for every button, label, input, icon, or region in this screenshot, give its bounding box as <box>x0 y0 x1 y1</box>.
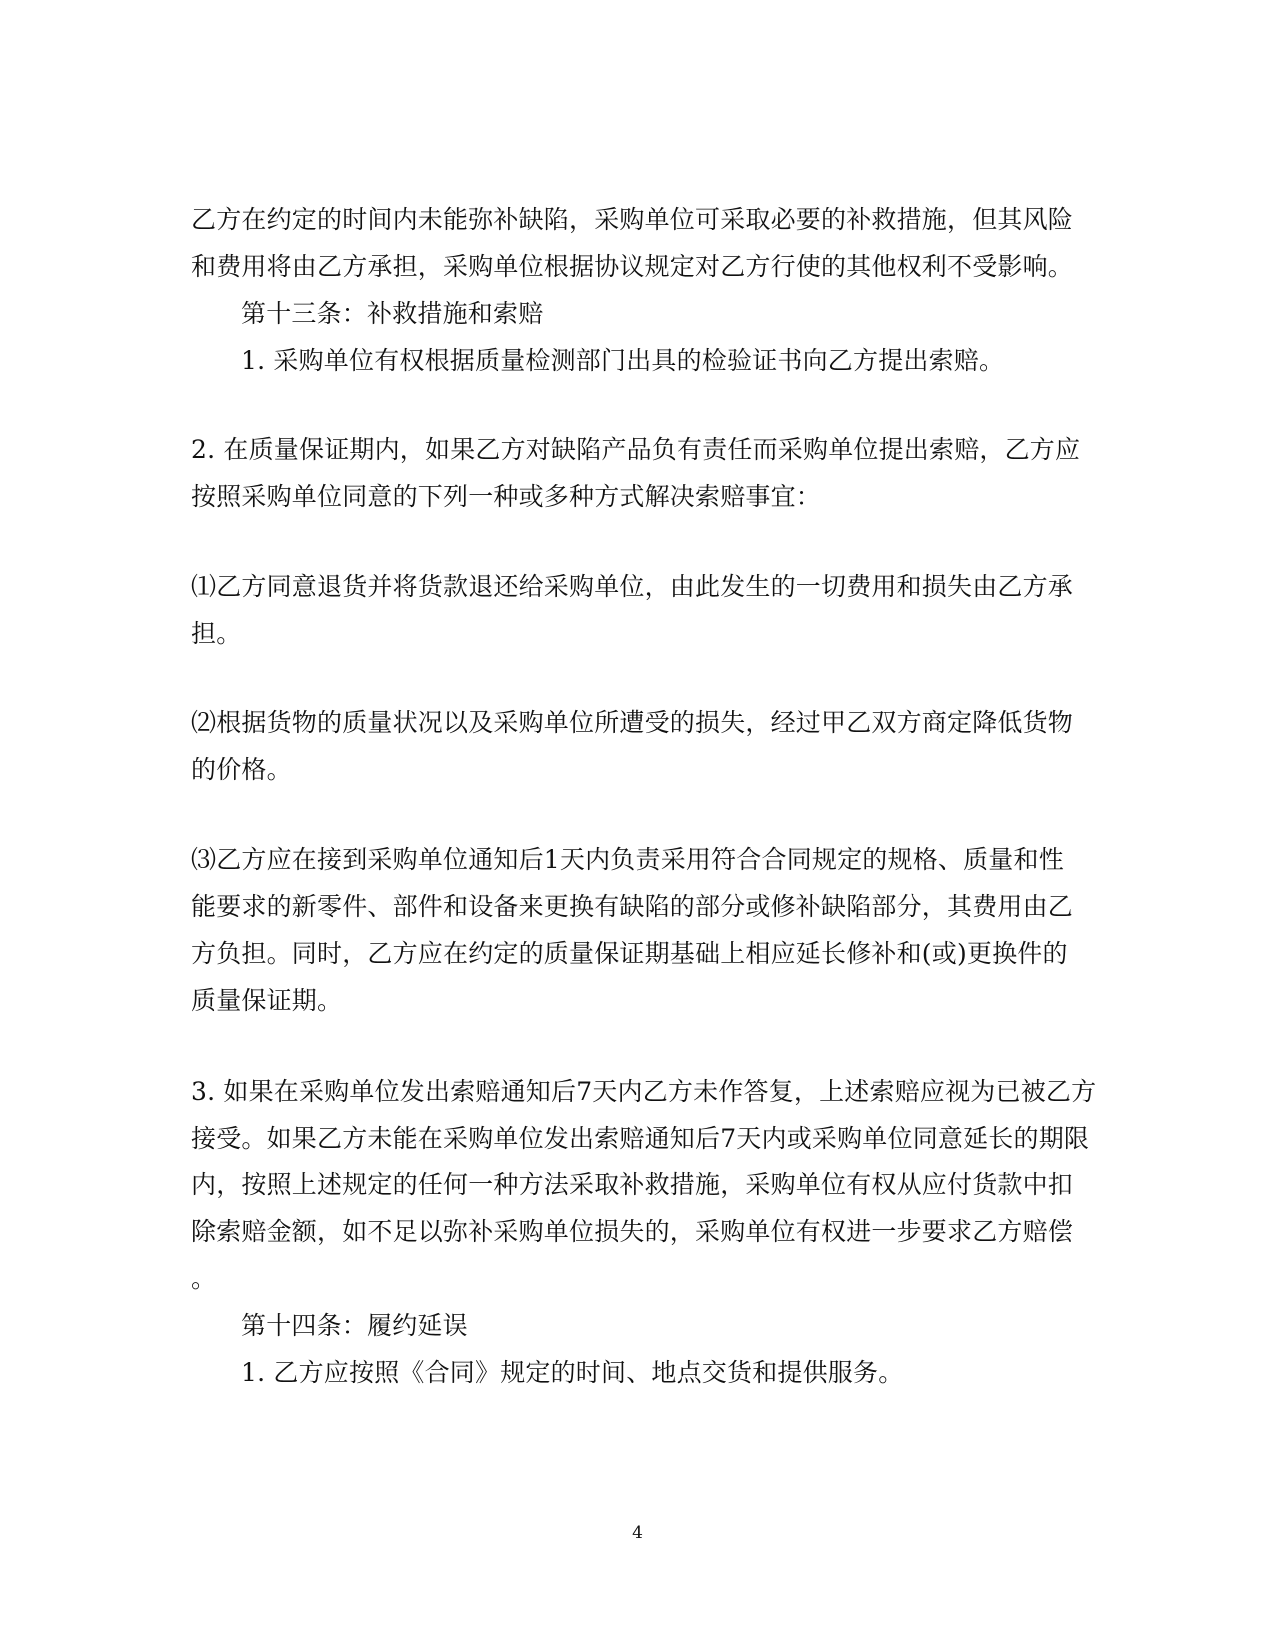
clause-item: 2. 在质量保证期内，如果乙方对缺陷产品负有责任而采购单位提出索赔，乙方应 <box>191 435 1081 464</box>
body-text-line: 按照采购单位同意的下列一种或多种方式解决索赔事宜： <box>191 482 822 511</box>
body-text-line: 的价格。 <box>191 755 292 784</box>
page-number: 4 <box>632 1523 643 1543</box>
body-text-line: 和费用将由乙方承担，采购单位根据协议规定对乙方行使的其他权利不受影响。 <box>191 252 1074 281</box>
body-text-line: 接受。如果乙方未能在采购单位发出索赔通知后7天内或采购单位同意延长的期限 <box>191 1124 1090 1153</box>
body-text-line: 除索赔金额，如不足以弥补采购单位损失的，采购单位有权进一步要求乙方赔偿 <box>191 1217 1074 1246</box>
body-text-line: 质量保证期。 <box>191 986 343 1015</box>
body-text-line: 内，按照上述规定的任何一种方法采取补救措施，采购单位有权从应付货款中扣 <box>191 1170 1074 1199</box>
body-text-line: 担。 <box>191 619 242 648</box>
body-text-line: 能要求的新零件、部件和设备来更换有缺陷的部分或修补缺陷部分，其费用由乙 <box>191 892 1074 921</box>
sub-clause-item: ⑵根据货物的质量状况以及采购单位所遭受的损失，经过甲乙双方商定降低货物 <box>191 708 1074 737</box>
article-heading: 第十四条：履约延误 <box>241 1311 468 1340</box>
body-text-line: 方负担。同时，乙方应在约定的质量保证期基础上相应延长修补和(或)更换件的 <box>191 939 1068 968</box>
clause-item: 3. 如果在采购单位发出索赔通知后7天内乙方未作答复，上述索赔应视为已被乙方 <box>191 1077 1097 1106</box>
sub-clause-item: ⑴乙方同意退货并将货款退还给采购单位，由此发生的一切费用和损失由乙方承 <box>191 572 1074 601</box>
article-heading: 第十三条：补救措施和索赔 <box>241 299 544 328</box>
clause-item: 1. 乙方应按照《合同》规定的时间、地点交货和提供服务。 <box>241 1358 904 1387</box>
body-text-line: 。 <box>191 1264 217 1293</box>
sub-clause-item: ⑶乙方应在接到采购单位通知后1天内负责采用符合合同规定的规格、质量和性 <box>191 845 1064 874</box>
body-text-line: 乙方在约定的时间内未能弥补缺陷，采购单位可采取必要的补救措施，但其风险 <box>191 205 1074 234</box>
clause-item: 1. 采购单位有权根据质量检测部门出具的检验证书向乙方提出索赔。 <box>241 346 1005 375</box>
